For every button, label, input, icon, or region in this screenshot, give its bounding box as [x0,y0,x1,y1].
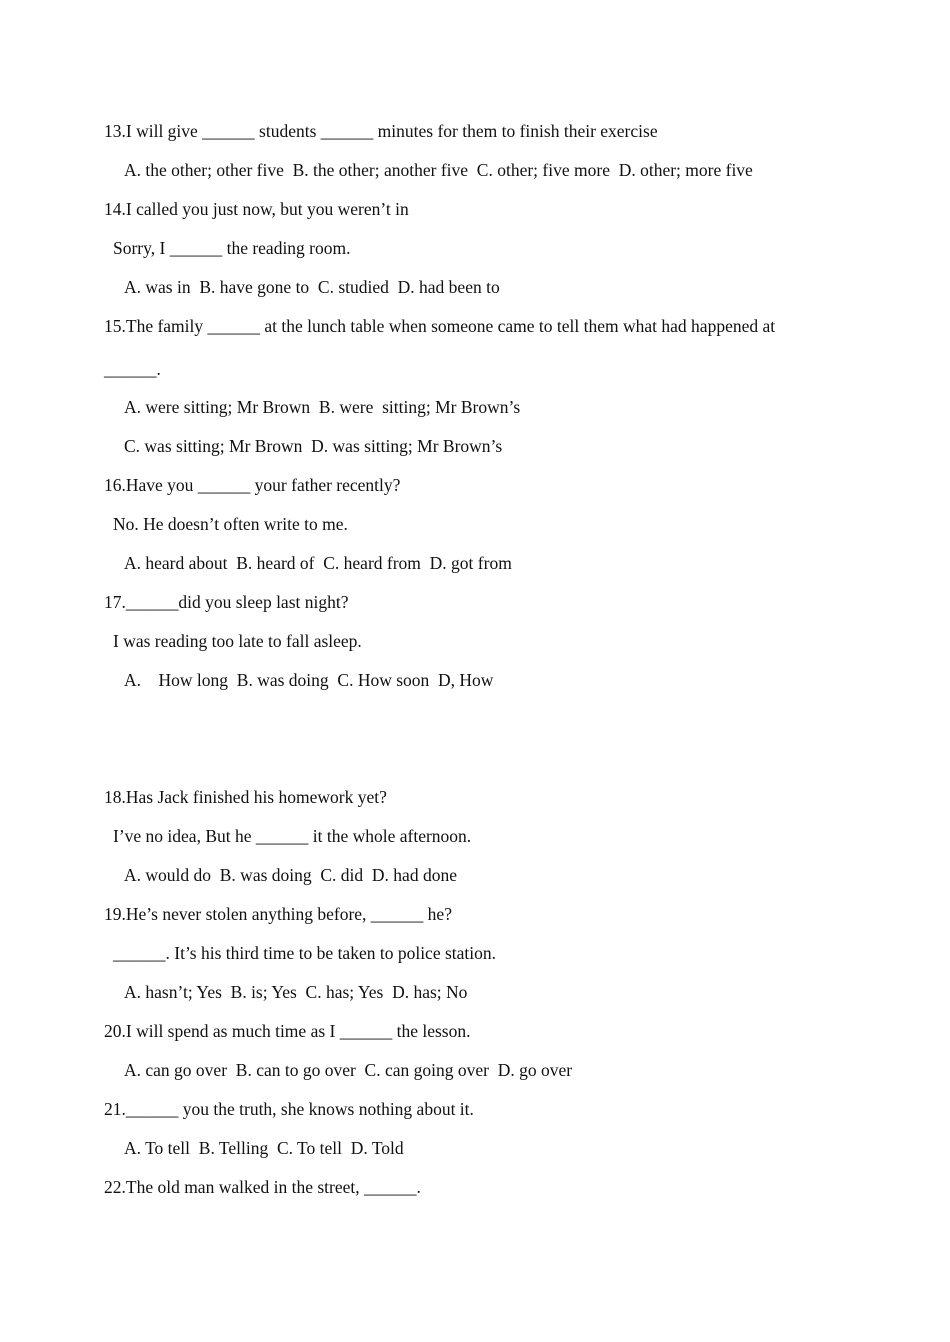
question-14-options: A. was in B. have gone to C. studied D. had been to [124,277,500,297]
question-21-stem: 21.______ you the truth, she knows nothing about it. [104,1099,474,1119]
question-13-stem: 13.I will give ______ students ______ minutes for them to finish their exercise [104,121,658,141]
question-19-options: A. hasn’t; Yes B. is; Yes C. has; Yes D. has; No [124,982,468,1002]
question-17-stem: 17.______did you sleep last night? [104,592,349,612]
question-16-stem: 16.Have you ______ your father recently? [104,475,401,495]
question-15-stem: 15.The family ______ at the lunch table when someone came to tell them what had happened at [104,316,776,336]
question-19-reply: ______. It’s his third time to be taken to police station. [113,943,497,963]
question-14-reply: Sorry, I ______ the reading room. [113,238,351,258]
question-19-stem: 19.He’s never stolen anything before, ______ he? [104,904,452,924]
question-20-options: A. can go over B. can to go over C. can going over D. go over [124,1060,573,1080]
question-16-reply: No. He doesn’t often write to me. [113,514,348,534]
question-18-stem: 18.Has Jack finished his homework yet? [104,787,387,807]
question-14-stem: 14.I called you just now, but you weren’t in [104,199,409,219]
question-17-reply: I was reading too late to fall asleep. [113,631,362,651]
question-16-options: A. heard about B. heard of C. heard from D. got from [124,553,512,573]
question-15-options: A. were sitting; Mr Brown B. were sitting; Mr Brown’s [124,397,521,417]
question-13-options: A. the other; other five B. the other; another five C. other; five more D. other; more five [124,160,753,180]
question-18-reply: I’ve no idea, But he ______ it the whole afternoon. [113,826,472,846]
question-15-stem-continued: ______. [104,359,161,379]
question-21-options: A. To tell B. Telling C. To tell D. Told [124,1138,404,1158]
question-17-options: A. How long B. was doing C. How soon D, How [124,670,494,690]
question-15-options-line-2: C. was sitting; Mr Brown D. was sitting; Mr Brown’s [124,436,503,456]
question-22-stem: 22.The old man walked in the street, ______. [104,1177,421,1197]
question-20-stem: 20.I will spend as much time as I ______ the lesson. [104,1021,471,1041]
question-18-options: A. would do B. was doing C. did D. had done [124,865,457,885]
